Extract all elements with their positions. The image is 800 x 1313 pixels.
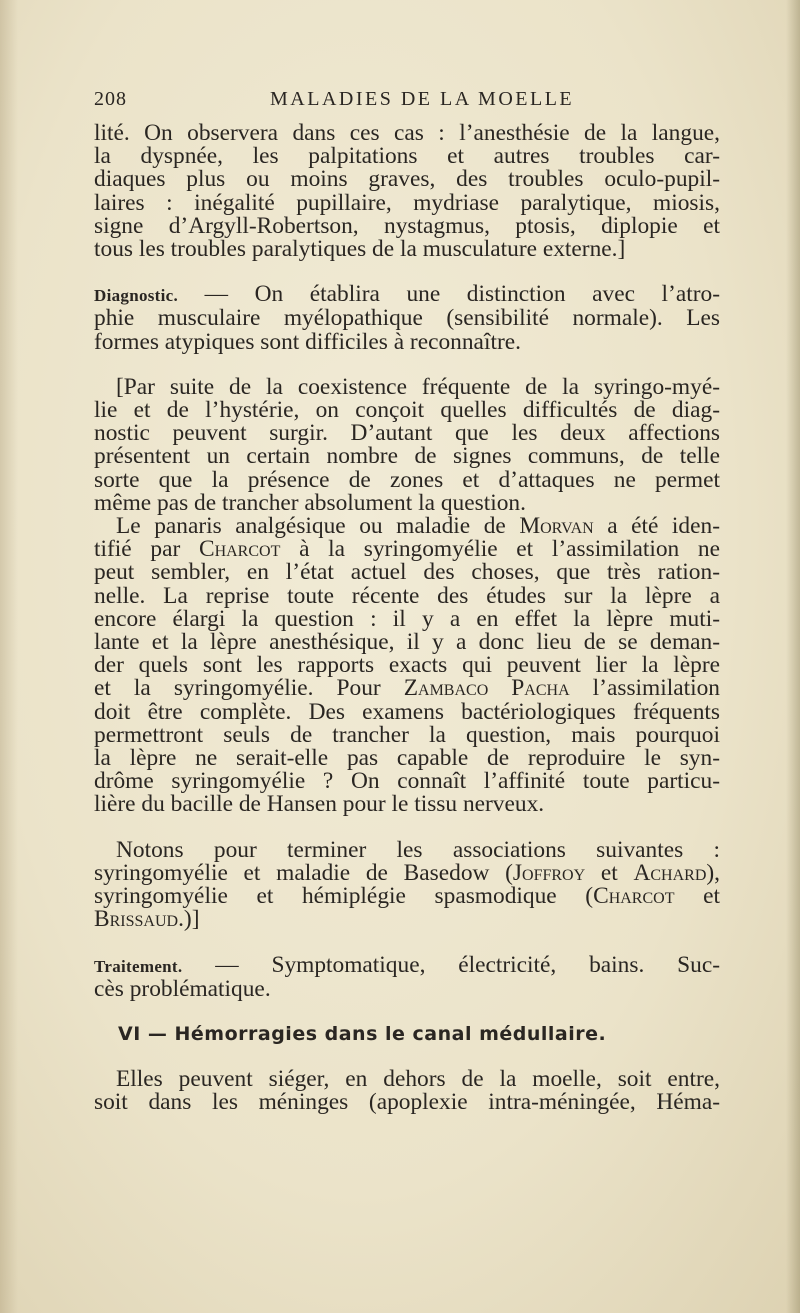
text-line: sorte que la présence de zones et d’attaques ne permet [94,466,720,493]
panaris-paragraph [94,515,720,817]
syringomyelie-hysterie-paragraph [94,373,720,516]
text-line: encore élargi la question : il y a en effet la lèpre muti- [94,605,720,632]
author-name: Morvan [519,513,594,540]
text-line: doit être complète. Des examens bactériologiques fréquents [94,698,720,725]
text-line: [Par suite de la coexistence fréquente de la syringo-myé- [116,373,720,400]
text-line: der quels sont les rapports exacts qui peuvent lier la lèpre [94,652,720,679]
page-edge-right [786,0,800,1313]
page-number: 208 [94,88,127,110]
text-line: Notons pour terminer les associations suivantes : [116,836,720,863]
text-line: lité. On observera dans ces cas : l’anesthésie de la langue, [94,120,720,146]
diagnostic-paragraph [94,283,720,354]
author-name: Joffroy [512,859,586,886]
author-name: Achard [633,859,707,886]
text-line: présentent un certain nombre de signes communs, de telle [94,443,720,470]
text-line: signe d’Argyll-Robertson, nystagmus, ptosis, diplopie et [94,212,720,239]
text-line: même pas de trancher absolument la question. [94,489,526,516]
text-line: Diagnostic. — On établira une distinction avec l’atro- [94,281,720,308]
text-line: Elles peuvent siéger, en dehors de la moelle, soit entre, [116,1066,720,1093]
author-name: Charcot [593,883,675,910]
text-line: lie et de l’hystérie, on conçoit quelles difficultés de diag- [94,397,720,424]
author-name: Charcot [198,536,281,563]
associations-paragraph [94,836,721,933]
text-line: la lèpre ne serait-elle pas capable de reproduire le syn- [94,745,720,772]
text-line: cès problématique. [94,975,271,1002]
text-line: lière du bacille de Hansen pour le tissu nerveux. [94,791,545,818]
paragraph-continuation [94,122,720,261]
page-header [94,88,720,116]
text-line: nostic peuvent surgir. D’autant que les deux affections [94,420,720,447]
author-name: Brissaud [94,906,179,933]
text-line: lante et la lèpre anesthésique, il y a donc lieu de se deman- [94,629,720,656]
traitement-paragraph [94,951,720,1002]
page-edge-left [0,0,18,1313]
text-line: syringomyélie et hémiplégie spasmodique (Charcot et [94,883,720,910]
text-line: tifié par Charcot à la syringomyélie et l’assimilation ne [94,536,721,563]
text-line: permettront seuls de trancher la question, mais pourquoi [94,721,720,748]
text-line: la dyspnée, les palpitations et autres troubles car- [94,143,720,170]
text-line: nelle. La reprise toute récente des études sur la lèpre a [94,582,720,609]
text-line: soit dans les méninges (apoplexie intra-méningée, Héma- [94,1089,720,1116]
text-line: Traitement. — Symptomatique, électricité, bains. Suc- [94,951,720,978]
running-title: MALADIES DE LA MOELLE [270,88,575,110]
traitement-label: Traitement. [94,956,183,976]
text-line: peut sembler, en l’état actuel des choses, que très ration- [94,559,720,586]
text-line: et la syringomyélie. Pour Zambaco Pacha l’assimilation [94,675,721,702]
text-line: laires : inégalité pupillaire, mydriase paralytique, miosis, [94,189,720,216]
text-line: phie musculaire myélopathique (sensibilité normale). Les [94,305,720,332]
text-line: Brissaud.)] [94,906,200,933]
diagnostic-label: Diagnostic. [94,286,179,306]
text-line: diaques plus ou moins graves, des troubles oculo-pupil- [94,166,720,193]
body-text [94,122,720,1115]
author-name: Zambaco Pacha [403,675,570,702]
text-line: Le panaris analgésique ou maladie de Morvan a été iden- [116,513,720,540]
text-line: syringomyélie et maladie de Basedow (Joffroy et Achard), [94,859,721,886]
hemorrhage-paragraph [94,1068,720,1114]
text-line: drôme syringomyélie ? On connaît l’affinité toute particu- [94,768,720,795]
section-heading: VI — Hémorragies dans le canal médullaire. [118,1022,607,1045]
text-line: formes atypiques sont difficiles à reconnaître. [94,328,521,355]
text-line: tous les troubles paralytiques de la musculature externe.] [94,236,626,263]
